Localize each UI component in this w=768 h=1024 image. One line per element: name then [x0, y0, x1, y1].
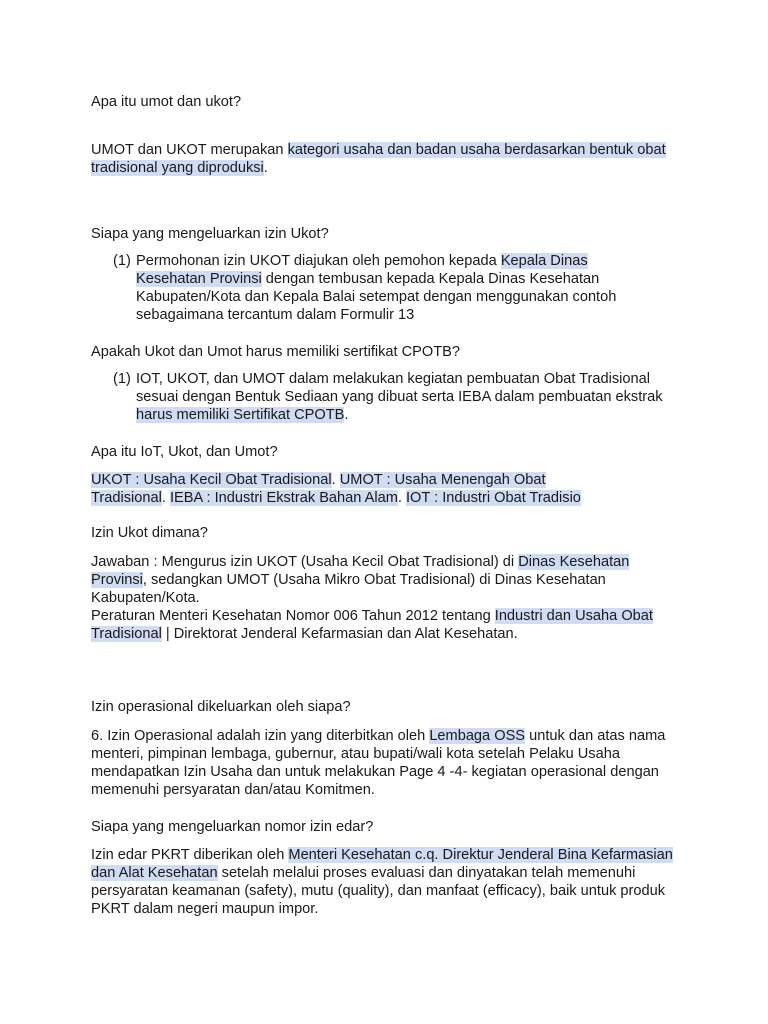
answer-text: . — [344, 407, 349, 423]
list-number: (1) — [113, 253, 131, 269]
highlight-text: harus memiliki Sertifikat CPOTB — [136, 407, 345, 423]
question-iot-ukot-umot: Apa itu IoT, Ukot, dan Umot? — [91, 444, 278, 460]
list-number: (1) — [113, 371, 131, 387]
question-nomor-izin-edar: Siapa yang mengeluarkan nomor izin edar? — [91, 819, 374, 835]
list-item-cpotb — [113, 370, 683, 424]
answer-text: Permohonan izin UKOT diajukan oleh pemohon kepada — [136, 253, 501, 269]
highlight-text: kategori usaha dan badan usaha berdasarkan bentuk obat tradisional yang diproduksi — [91, 142, 666, 176]
answer-iot-ukot-umot — [91, 471, 611, 507]
answer-text: IOT, UKOT, dan UMOT dalam melakukan kegiatan pembuatan Obat Tradisional sesuai dengan Bentuk Sediaan yang dibuat serta IEBA dalam pembuatan ekstrak — [136, 371, 663, 405]
answer-text: dengan tembusan kepada Kepala Dinas Kesehatan Kabupaten/Kota dan Kepala Balai setempat dengan menggunakan contoh sebagaimana tercantum dalam Formulir 13 — [136, 271, 617, 323]
highlight-text: Lembaga OSS — [429, 728, 526, 744]
answer-izin-operasional — [91, 727, 681, 799]
question-umot-ukot: Apa itu umot dan ukot? — [91, 94, 242, 110]
highlight-text: Kepala Dinas Kesehatan Provinsi — [136, 253, 588, 287]
highlight-text: Industri dan Usaha Obat Tradisional — [91, 608, 653, 642]
answer-text: untuk dan atas nama menteri, pimpinan lembaga, gubernur, atau bupati/wali kota setelah Pelaku Usaha mendapatkan Izin Usaha dan untuk melakukan Page 4 -4- kegiatan operasional dengan memenuhi persyaratan dan/atau Komitmen. — [91, 728, 666, 798]
separator-text: . — [331, 472, 340, 488]
highlight-text: Dinas Kesehatan Provinsi — [91, 554, 630, 588]
highlight-text: IOT : Industri Obat Tradisio — [406, 490, 581, 506]
answer-text: . — [263, 160, 268, 176]
highlight-text: Menteri Kesehatan c.q. Direktur Jenderal Bina Kefarmasian dan Alat Kesehatan — [91, 847, 673, 881]
list-item-text — [136, 252, 633, 324]
answer-text: Jawaban : Mengurus izin UKOT (Usaha Kecil Obat Tradisional) di — [91, 554, 519, 570]
highlight-text: IEBA : Industri Ekstrak Bahan Alam — [169, 490, 398, 506]
question-izin-ukot: Siapa yang mengeluarkan izin Ukot? — [91, 226, 329, 242]
answer-umot-ukot — [91, 141, 666, 177]
answer-text: setelah melalui proses evaluasi dan dinyatakan telah memenuhi persyaratan keamanan (safety), mutu (quality), dan manfaat (efficacy), baik untuk produk PKRT dalam negeri maupun impor. — [91, 865, 666, 917]
separator-text: . — [161, 490, 170, 506]
answer-text: Izin edar PKRT diberikan oleh — [91, 847, 289, 863]
answer-text: | Direktorat Jenderal Kefarmasian dan Alat Kesehatan. — [161, 626, 518, 642]
answer-izin-ukot-dimana — [91, 553, 681, 643]
answer-text: UMOT dan UKOT merupakan — [91, 142, 288, 158]
list-item-izin-ukot — [113, 252, 633, 324]
answer-text: , sedangkan UMOT (Usaha Mikro Obat Tradisional) di Dinas Kesehatan Kabupaten/Kota. — [91, 572, 606, 606]
separator-text: . — [397, 490, 406, 506]
question-izin-ukot-dimana: Izin Ukot dimana? — [91, 525, 208, 541]
answer-text: 6. Izin Operasional adalah izin yang diterbitkan oleh — [91, 728, 430, 744]
question-cpotb: Apakah Ukot dan Umot harus memiliki sertifikat CPOTB? — [91, 344, 461, 360]
highlight-text: UMOT : Usaha Menengah Obat Tradisional — [91, 472, 546, 506]
question-izin-operasional: Izin operasional dikeluarkan oleh siapa? — [91, 699, 351, 715]
answer-nomor-izin-edar — [91, 846, 681, 918]
answer-text: Peraturan Menteri Kesehatan Nomor 006 Tahun 2012 tentang — [91, 608, 495, 624]
highlight-text: UKOT : Usaha Kecil Obat Tradisional — [91, 472, 332, 488]
list-item-text — [136, 370, 683, 424]
